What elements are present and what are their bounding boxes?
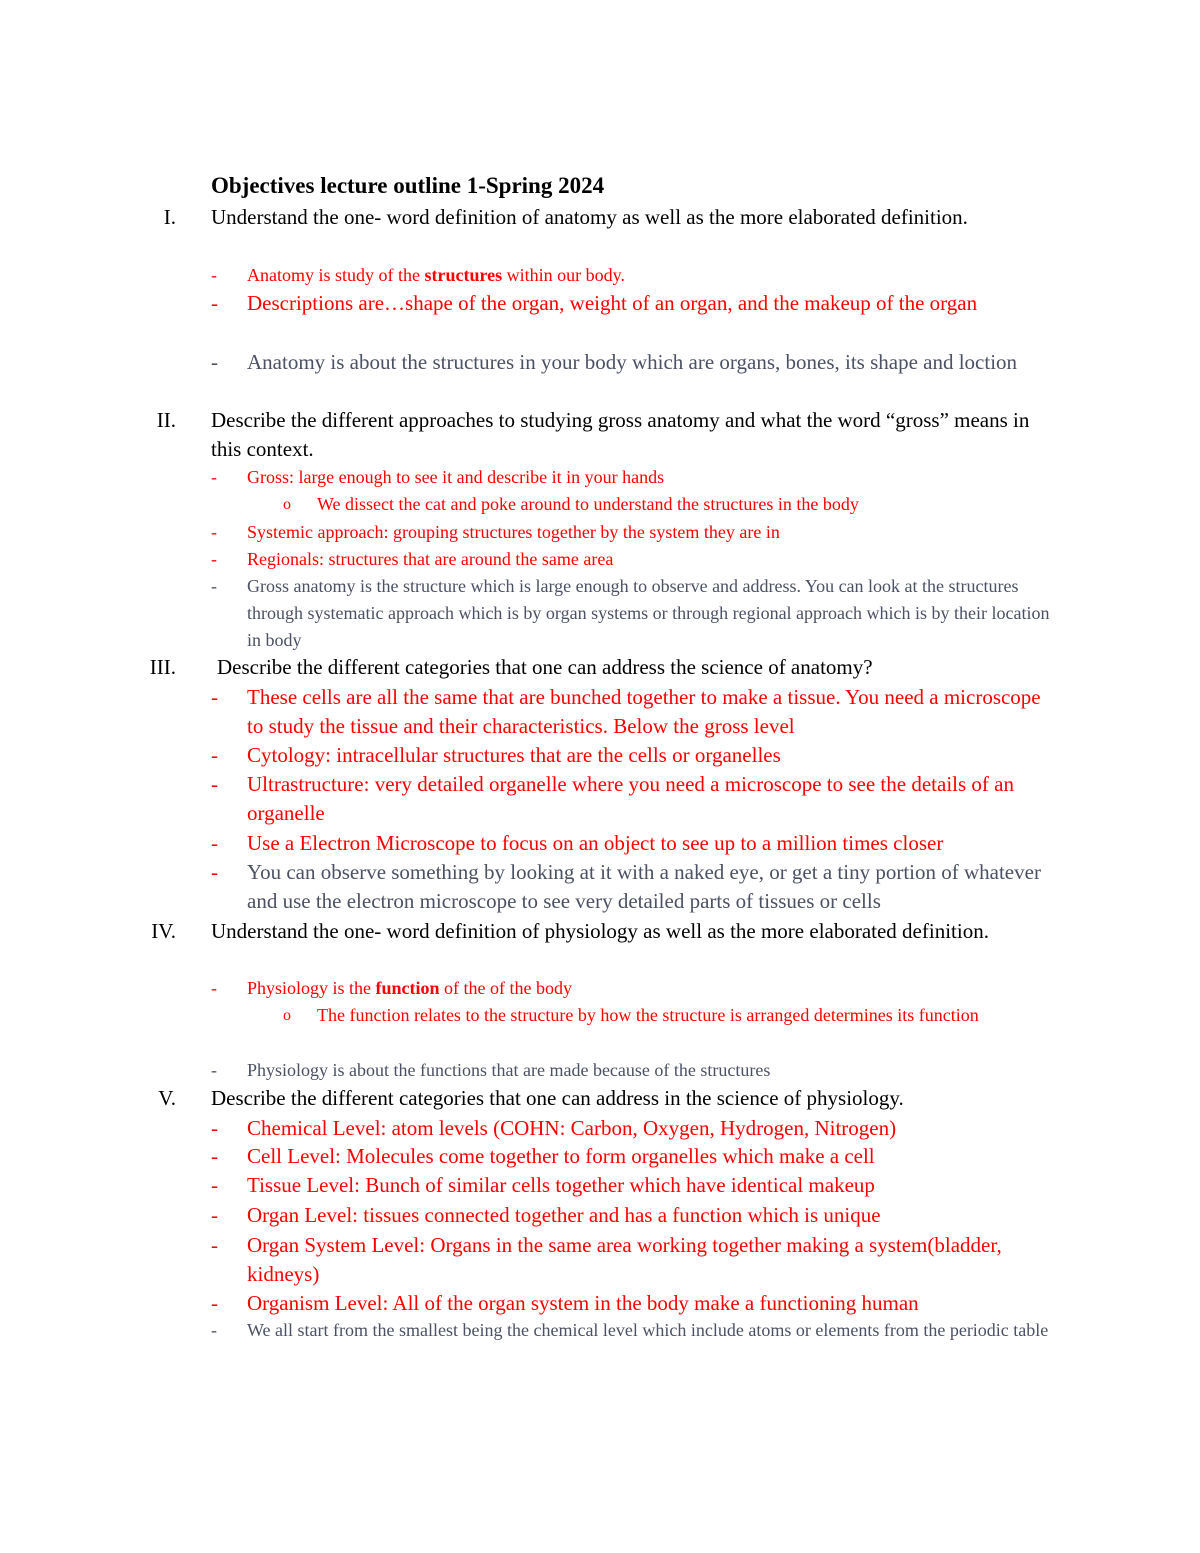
section-heading: Describe the different categories that one can address the science of anatomy? — [217, 655, 873, 679]
note-bullet — [211, 1201, 1061, 1230]
note-bullet — [211, 1171, 1061, 1200]
note-text: Organism Level: All of the organ system in the body make a functioning human — [247, 1291, 919, 1315]
section-numeral: IV. — [151, 919, 176, 943]
note-text: Chemical Level: atom levels (COHN: Carbon, Oxygen, Hydrogen, Nitrogen) — [247, 1116, 897, 1140]
note-text-after: within our body. — [502, 265, 625, 285]
dash-marker: - — [211, 831, 218, 855]
note-emphasis: structures — [424, 265, 503, 285]
note-bullet — [211, 1231, 1061, 1289]
page-title: Objectives lecture outline 1-Spring 2024 — [211, 173, 605, 198]
note-text: Cell Level: Molecules come together to form organelles which make a cell — [247, 1144, 875, 1168]
note-bullet — [211, 858, 1061, 916]
note-bullet — [211, 1057, 1061, 1084]
dash-marker: - — [211, 1320, 217, 1340]
circle-marker: o — [283, 496, 291, 513]
dash-marker: - — [211, 1144, 218, 1168]
dash-marker: - — [211, 576, 217, 596]
note-text: We all start from the smallest being the chemical level which include atoms or elements from the periodic table — [247, 1320, 1049, 1340]
note-bullet — [211, 519, 1061, 546]
note-text: Ultrastructure: very detailed organelle where you need a microscope to see the details of an organelle — [247, 772, 1014, 825]
dash-marker: - — [211, 1291, 218, 1315]
dash-marker: - — [211, 743, 218, 767]
note-bullet — [211, 262, 1061, 289]
dash-marker: - — [211, 1173, 218, 1197]
note-bullet — [211, 348, 1061, 377]
note-text: Organ System Level: Organs in the same area working together making a system(bladder, kidneys) — [247, 1233, 1002, 1286]
dash-marker: - — [211, 291, 218, 315]
note-text-before: Physiology is the — [247, 978, 376, 998]
section-heading: Understand the one- word definition of anatomy as well as the more elaborated definition. — [211, 205, 968, 229]
dash-marker: - — [211, 978, 217, 998]
section-numeral: II. — [156, 408, 176, 432]
dash-marker: - — [211, 1233, 218, 1257]
circle-marker: o — [283, 1007, 291, 1024]
note-bullet — [211, 741, 1061, 770]
note-text-before: Anatomy is study of the — [247, 265, 425, 285]
note-sub-bullet — [283, 491, 1053, 518]
note-bullet — [211, 770, 1061, 828]
note-text: Systemic approach: grouping structures together by the system they are in — [247, 522, 780, 542]
note-bullet — [211, 546, 1061, 573]
note-bullet — [211, 975, 1061, 1002]
dash-marker: - — [211, 467, 217, 487]
section-heading: Describe the different categories that one can address in the science of physiology. — [211, 1086, 904, 1110]
section-numeral: V. — [158, 1086, 176, 1110]
note-text: These cells are all the same that are bunched together to make a tissue. You need a microscope to study the tissue and their characteristics. Below the gross level — [247, 685, 1041, 738]
note-text: You can observe something by looking at it with a naked eye, or get a tiny portion of whatever and use the electron microscope to see very detailed parts of tissues or cells — [247, 860, 1041, 913]
note-text: Gross anatomy is the structure which is large enough to observe and address. You can look at the structures through systematic approach which is by organ systems or through regional approach which is by their location in body — [247, 576, 1050, 650]
section-heading: Describe the different approaches to studying gross anatomy and what the word “gross” means in this context. — [211, 408, 1030, 461]
note-bullet — [211, 1289, 1061, 1318]
dash-marker: - — [211, 860, 218, 884]
dash-marker: - — [211, 772, 218, 796]
note-text: Descriptions are…shape of the organ, weight of an organ, and the makeup of the organ — [247, 291, 978, 315]
dash-marker: - — [211, 265, 217, 285]
note-text: Use a Electron Microscope to focus on an object to see up to a million times closer — [247, 831, 944, 855]
note-bullet — [211, 464, 1061, 491]
note-text: We dissect the cat and poke around to understand the structures in the body — [317, 494, 859, 514]
note-text-after: of the of the body — [439, 978, 572, 998]
note-sub-bullet — [283, 1002, 1053, 1029]
note-text: Anatomy is about the structures in your body which are organs, bones, its shape and loction — [247, 350, 1018, 374]
section-numeral: I. — [163, 205, 176, 229]
section-heading: Understand the one- word definition of physiology as well as the more elaborated definition. — [211, 919, 989, 943]
note-text: Regionals: structures that are around the same area — [247, 549, 614, 569]
note-bullet — [211, 289, 1061, 318]
note-text: The function relates to the structure by how the structure is arranged determines its function — [317, 1005, 979, 1025]
section-numeral: III. — [149, 655, 176, 679]
note-bullet — [211, 1114, 1061, 1143]
note-text: Tissue Level: Bunch of similar cells together which have identical makeup — [247, 1173, 875, 1197]
note-text: Cytology: intracellular structures that are the cells or organelles — [247, 743, 781, 767]
dash-marker: - — [211, 549, 217, 569]
note-bullet — [211, 1142, 1061, 1171]
note-text: Gross: large enough to see it and describe it in your hands — [247, 467, 665, 487]
dash-marker: - — [211, 1116, 218, 1140]
dash-marker: - — [211, 685, 218, 709]
note-bullet — [211, 683, 1061, 741]
dash-marker: - — [211, 1060, 217, 1080]
note-text: Organ Level: tissues connected together and has a function which is unique — [247, 1203, 881, 1227]
dash-marker: - — [211, 350, 218, 374]
note-bullet — [211, 1317, 1061, 1344]
note-text: Physiology is about the functions that are made because of the structures — [247, 1060, 771, 1080]
note-emphasis: function — [375, 978, 440, 998]
dash-marker: - — [211, 522, 217, 542]
note-bullet — [211, 573, 1061, 654]
note-bullet — [211, 829, 1061, 858]
dash-marker: - — [211, 1203, 218, 1227]
